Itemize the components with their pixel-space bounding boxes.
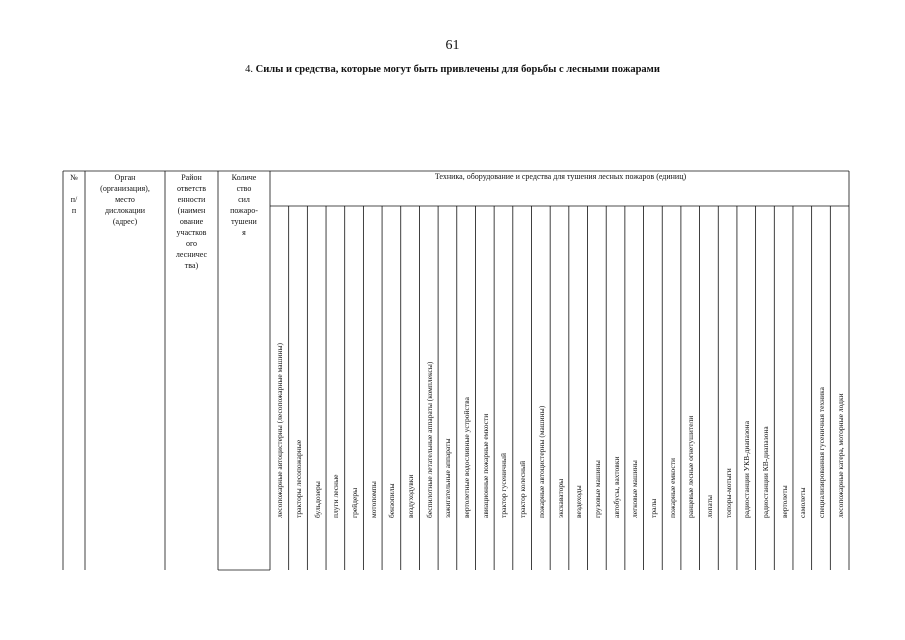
equipment-column-label: радиостанции КВ-диапазона [760,426,770,518]
equipment-column-label: вертолеты [779,485,789,518]
header-text-line: дислокации [104,206,146,215]
header-text-line: тва) [184,261,199,270]
equipment-column-label: трактор колесный [518,460,528,518]
header-text-line: лесничес [175,250,208,259]
equipment-column-label: экскаваторы [555,478,565,518]
header-text-line: ого [185,239,198,248]
col-organization-header [85,172,165,227]
page-number: 61 [445,38,460,53]
equipment-column-label: вертолетные водосливные устройства [462,397,472,518]
equipment-column-label: воздуходувки [406,474,416,518]
equipment-column-label: легковые машины [630,460,640,518]
header-text-line: место [115,195,135,204]
equipment-column-label: пожарные емкости [667,458,677,518]
col-district-header [165,172,218,271]
equipment-column-label: трактор гусеничный [499,453,509,518]
section-number: 4. [245,64,253,75]
header-text-line: тушени [231,217,257,226]
equipment-column-label: бульдозеры [312,481,322,518]
equipment-column-label: топоры-мотыги [723,468,733,518]
header-text-line: п/ [70,195,78,204]
equipment-column-label: специализированная гусеничная техника [816,387,826,518]
header-text-line: я [242,228,246,237]
equipment-column-label: автобусы, вахтовки [611,456,621,518]
equipment-column-label: плуги лесные [331,474,341,518]
equipment-column-label: зажигательные аппараты [443,438,453,518]
equipment-column-label: вездеходы [574,485,584,518]
equipment-column-label: тралы [648,498,658,518]
equipment-column-label: тракторы лесопожарные [294,439,304,518]
equipment-column-label: грузовые машины [592,460,602,518]
equipment-column-label: бензопилы [387,483,397,518]
col-number-header [63,172,85,216]
header-text-line: п [71,206,77,215]
equipment-column-label: лопаты [704,495,714,518]
header-text-line: енности [177,195,206,204]
equipment-column-label: грейдеры [350,487,360,518]
header-text-line: ответств [176,184,207,193]
equipment-column-label: лесопожарные автоцистерны (лесопожарные машины) [275,343,285,518]
equipment-column-label: беспилотные летательные аппараты (комплексы) [424,361,434,518]
equipment-column-label: пожарные автоцистерны (машины) [536,405,546,518]
equipment-column-label: ранцевые лесные огнетушители [686,415,696,518]
equipment-column-label: самолеты [798,487,808,518]
header-text-line: участков [176,228,207,237]
header-text-line: сил [238,195,250,204]
header-text-line: Количе [231,173,257,182]
equipment-group-header: Техника, оборудование и средства для тушения лесных пожаров (единиц) [434,172,687,181]
equipment-column-label: авиационные пожарные емкости [480,413,490,518]
header-text-line: (адрес) [112,217,138,226]
header-text-line: (наимен [177,206,206,215]
equipment-column-label: радиостанции УКВ-диапазона [742,420,752,518]
header-text-line [63,183,85,194]
header-text-line: пожаро- [230,206,258,215]
equipment-column-label: мотопомпы [368,481,378,518]
section-title: Силы и средства, которые могут быть привлечены для борьбы с лесными пожарами [255,64,660,75]
header-text-line: ование [179,217,204,226]
header-text-line: Орган [114,173,136,182]
header-text-line: ство [236,184,252,193]
col-quantity-header [218,172,270,238]
header-text-line: (организация), [100,184,150,193]
header-text-line: № [70,173,78,182]
header-text-line: Район [181,173,202,182]
equipment-column-label: лесопожарные катера, моторные лодки [835,393,845,518]
